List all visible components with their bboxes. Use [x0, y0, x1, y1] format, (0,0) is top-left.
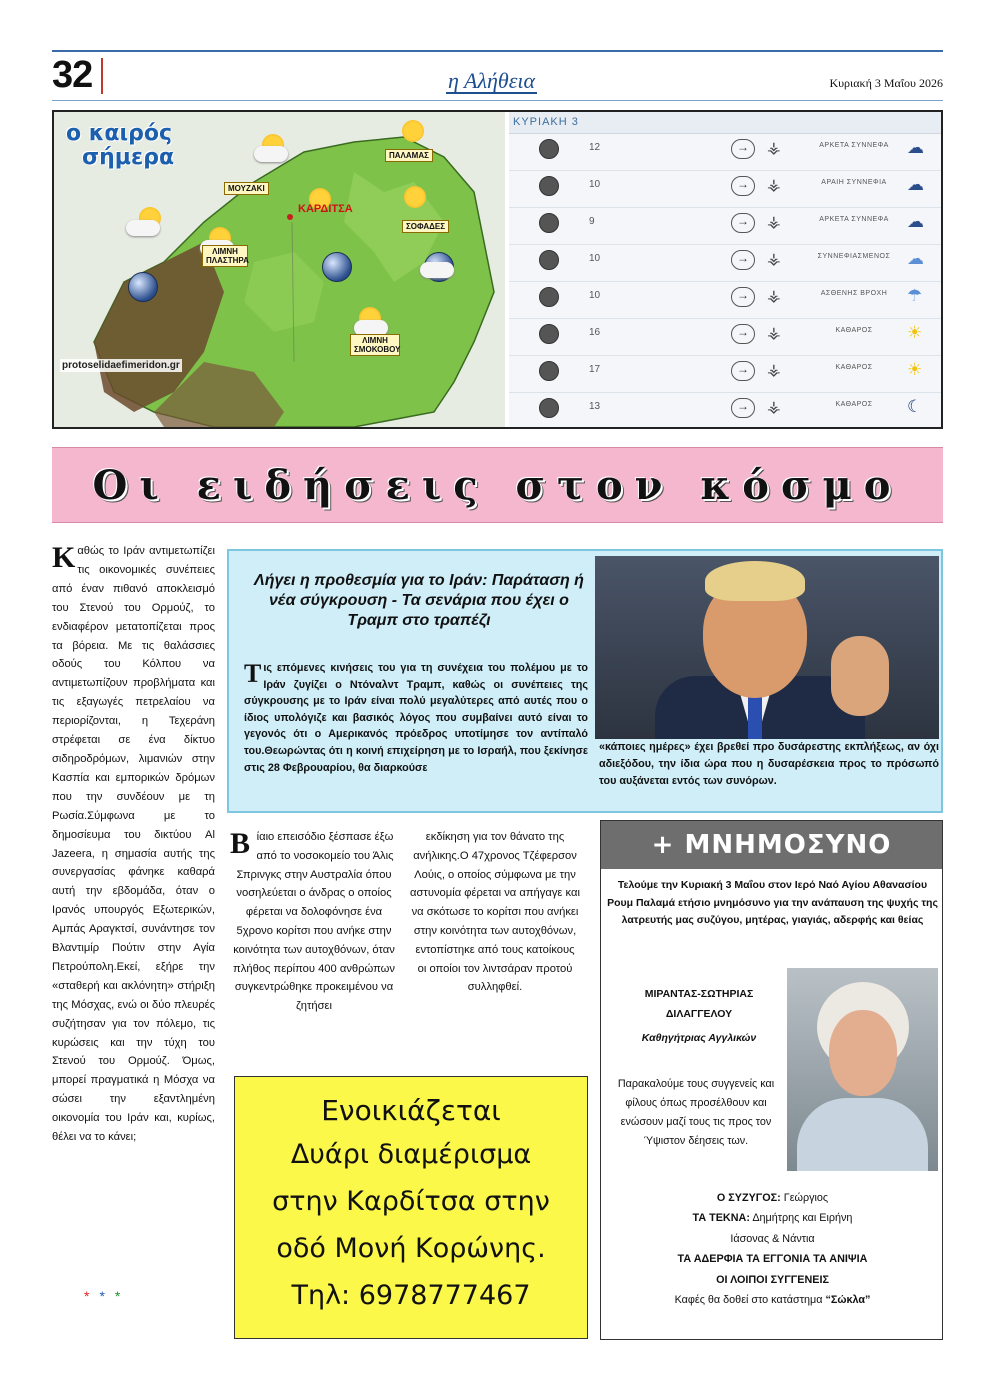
hourly-forecast	[509, 112, 941, 427]
clock-icon	[539, 139, 559, 159]
forecast-temp: 10	[589, 290, 601, 301]
wind-turbine-icon: ⚶	[767, 362, 781, 379]
left-article	[52, 542, 215, 1147]
forecast-desc: ΚΑΘΑΡΟΣ	[835, 327, 873, 334]
memorial-portrait	[787, 968, 938, 1171]
map-label-mouzaki: ΜΟΥΖΑΚΙ	[224, 182, 269, 195]
forecast-temp: 16	[589, 327, 601, 338]
clock-icon	[539, 287, 559, 307]
forecast-header	[509, 112, 941, 134]
wind-turbine-icon: ⚶	[767, 251, 781, 268]
page-number-divider	[101, 58, 103, 94]
ad-heading: Ενοικιάζεται	[321, 1094, 501, 1127]
header-bottom-rule	[52, 100, 943, 101]
wind-direction-icon: →	[731, 324, 755, 344]
forecast-row	[509, 134, 941, 171]
wind-direction-icon: →	[731, 213, 755, 233]
forecast-desc: ΚΑΘΑΡΟΣ	[835, 364, 873, 371]
wind-turbine-icon: ⚶	[767, 288, 781, 305]
moon-icon: ☾	[907, 397, 923, 416]
section-banner	[52, 447, 943, 523]
sun-icon	[404, 186, 426, 208]
rain-icon: ☂	[907, 286, 923, 305]
wind-turbine-icon: ⚶	[767, 214, 781, 231]
forecast-temp: 10	[589, 179, 601, 190]
forecast-row	[509, 356, 941, 393]
forecast-row	[509, 171, 941, 208]
weather-panel	[52, 110, 943, 429]
dropcap: Β	[230, 827, 251, 860]
sun-icon: ☀	[907, 323, 923, 342]
forecast-row	[509, 208, 941, 245]
wind-direction-icon: →	[731, 250, 755, 270]
clock-icon	[539, 398, 559, 418]
cloud-icon: ☁	[907, 249, 924, 268]
middle-article-col2: εκδίκηση για τον θάνατο της ανήλικης.Ο 47χρονος Τζέφερσον Λούις, ο οποίος σύμφωνα με την αστυνομία φέρεται να απήγαγε και να σκότωσε το κορίτσι που ανήκει στην κοινότητα των αυτοχθόνων, εντοπίστηκε από τους κατοίκους οι οποίοι τον λιντσάραν προτού συλληφθεί.	[410, 831, 580, 994]
dropcap: Τ	[244, 659, 262, 688]
forecast-desc: ΚΑΘΑΡΟΣ	[835, 401, 873, 408]
memorial-heading: + ΜΝΗΜΟΣΥΝΟ	[601, 821, 942, 869]
clock-icon	[539, 250, 559, 270]
night-cloud-icon: ☁	[907, 138, 924, 157]
forecast-row	[509, 319, 941, 356]
section-title: Οι ειδήσεις στον κόσμο	[92, 462, 903, 509]
cloud-icon	[126, 220, 160, 236]
wind-turbine-icon: ⚶	[767, 177, 781, 194]
forecast-temp: 13	[589, 401, 601, 412]
map-title: ο καιρός σήμερα	[66, 121, 175, 170]
rental-ad	[234, 1076, 588, 1339]
forecast-temp: 17	[589, 364, 601, 375]
dropcap: Κ	[52, 541, 76, 574]
memorial-name: ΜΙΡΑΝΤΑΣ-ΣΩΤΗΡΙΑΣ ΔΙΛΑΓΓΕΛΟΥ Καθηγήτριας Αγγλικών	[641, 988, 757, 1044]
map-label-plastira: ΛΙΜΝΗ ΠΛΑΣΤΗΡΑ	[202, 245, 248, 267]
weather-map	[54, 112, 505, 427]
clock-icon	[539, 324, 559, 344]
iran-article-continuation: «κάποιες ημέρες» έχει βρεθεί προ δυσάρεστης εκπλήξεως, αν όχι αδιεξόδου, την ίδια ώρα που η δυσαρέσκεια προς το πρόσωπό του αυξάνεται εντός των συνόρων.	[599, 741, 939, 787]
wind-turbine-icon: ⚶	[767, 325, 781, 342]
clock-icon	[539, 176, 559, 196]
memorial-family: Ο ΣΥΖΥΓΟΣ: Γεώργιος ΤΑ ΤΕΚΝΑ: Δημήτρης και Ειρήνη Ιάσονας & Νάντια ΤΑ ΑΔΕΡΦΙΑ ΤΑ ΕΓΓΟΝΙΑ ΤΑ ΑΝΙΨΙΑ ΟΙ ΛΟΙΠΟΙ ΣΥΓΓΕΝΕΙΣ Καφές θα δοθεί στο κατάστημα “Σώκλα”	[674, 1192, 871, 1307]
news-photo	[595, 556, 939, 739]
forecast-temp: 9	[589, 216, 595, 227]
memorial-intro: Τελούμε την Κυριακή 3 Μαΐου στον Ιερό Ναό Αγίου Αθανασίου Ρουμ Παλαμά ετήσιο μνημόσυνο για την ανάπαυση της ψυχής της λατρευτής μας συζύγου, μητέρας, γιαγιάς, αδερφής και θείας	[607, 879, 938, 926]
map-label-sofades: ΣΟΦΑΔΕΣ	[402, 220, 449, 233]
wind-direction-icon: →	[731, 361, 755, 381]
wind-turbine-icon: ⚶	[767, 140, 781, 157]
forecast-row	[509, 393, 941, 429]
ad-line: Δυάρι διαμέρισμα	[290, 1139, 532, 1170]
middle-article-col1: Βίαιο επεισόδιο ξέσπασε έξω από το νοσοκομείο του Άλις Σπρινγκς στην Αυστραλία όπου νοσηλεύεται ο άνδρας ο οποίος φέρεται να δολοφόνησε ένα 5χρονο κορίτσι που ανήκε στην κοινότητα των αυτοχθόνων, όταν πλήθος περίπου 400 ανθρώπων συγκεντρώθηκε προκειμένου να ζητήσει	[230, 827, 395, 1013]
watermark: protoselidaefimeridon.gr	[62, 360, 180, 371]
iran-headline: Λήγει η προθεσμία για το Ιράν: Παράταση ή νέα σύγκρουση - Τα σενάρια που έχει ο Τραμπ στο τραπέζι	[254, 572, 584, 629]
page-number: 32	[52, 54, 93, 96]
iran-article-text: Τις επόμενες κινήσεις του για τη συνέχεια του πολέμου με το Ιράν ζυγίζει ο Ντόναλντ Τραμπ, καθώς οι συνέπειες της σύγκρουσης με το Ιράν είναι πολύ μεγαλύτερες από αυτές που ο ίδιος υπολόγιζε και βασικός λόγος που συμβαίνει αυτό είναι το γεγονός ότι ο Αμερικανός πρόεδρος υποτίμησε τον αντίπαλό του.Θεωρώντας ότι η κοινή επιχείρηση με το Ισραήλ, που ξεκίνησε στις 28 Φεβρουαρίου, θα διαρκούσε	[244, 659, 588, 774]
wind-direction-icon: →	[731, 287, 755, 307]
clock-icon	[539, 213, 559, 233]
cloud-icon	[254, 146, 288, 162]
memorial-invitation: Παρακαλούμε τους συγγενείς και φίλους όπως προσέλθουν και ενώσουν μαζί τους τις προς τον Ύψιστον δέησεις των.	[617, 1078, 775, 1147]
map-label-palamas: ΠΑΛΑΜΑΣ	[385, 149, 433, 162]
forecast-day: ΚΥΡΙΑΚΗ 3	[513, 116, 579, 128]
forecast-desc: ΑΣΘΕΝΗΣ ΒΡΟΧΗ	[820, 290, 888, 297]
forecast-row	[509, 245, 941, 282]
night-cloud-icon: ☁	[907, 212, 924, 231]
moon-icon	[128, 272, 158, 302]
wind-direction-icon: →	[731, 139, 755, 159]
left-article-text: αθώς το Ιράν αντιμετωπίζει τις οικονομικές συνέπειες από έναν πιθανό αποκλεισμό του Στενού του Ορμούζ, το ενδιαφέρον μετατοπίζεται προς τα βόρεια. Με τις θαλάσσιες οδούς του Κόλπου να αντιμετωπίζουν προβλήματα και τις εξαγωγές πετρελαίου να περιορίζονται, η Τεχεράνη στρέφεται σε ένα δίκτυο σιδηροδρόμων, λιμανιών στην Κασπία και εμπορικών δρόμων που την συνδέουν με τη Ρωσία.Σύμφωνα με το δημοσίευμα του δικτύου Al Jazeera, η σημασία αυτής της συνεργασίας φάνηκε καθαρά αυτή την εβδομάδα, όταν ο Ιρανός υπουργός Εξωτερικών, Αμπάς Αραγκτσί, συνάντησε τον Βλαντιμίρ Πούτιν στην Αγία Πετρούπολη.Εκεί, εξήρε την «σταθερή και ακλόνητη» στήριξη της Μόσχας, ενώ οι δύο πλευρές συζήτησαν για τον πόλεμο, τις κυρώσεις και την τύχη του Στενού του Ορμούζ. Όμως, μπορεί πραγματικά η Μόσχα να σώσει την εξαντλημένη οικονομία του Ιράν και, κυρίως, θέλει να το κάνει;	[52, 545, 215, 1144]
ad-phone: Τηλ: 6978777467	[291, 1280, 531, 1311]
forecast-temp: 12	[589, 142, 601, 153]
wind-direction-icon: →	[731, 176, 755, 196]
memorial-notice	[600, 820, 943, 1340]
iran-feature-box	[227, 549, 943, 813]
forecast-row	[509, 282, 941, 319]
masthead: η Αλήθεια	[448, 68, 536, 93]
night-cloud-icon: ☁	[907, 175, 924, 194]
ad-line: οδό Μονή Κορώνης.	[276, 1233, 546, 1264]
wind-direction-icon: →	[731, 398, 755, 418]
forecast-temp: 10	[589, 253, 601, 264]
map-label-karditsa: ΚΑΡΔΙΤΣΑ	[298, 203, 353, 215]
separator-stars: ***	[84, 1288, 131, 1304]
sun-icon: ☀	[907, 360, 923, 379]
forecast-desc: ΑΡΚΕΤΑ ΣΥΝΝΕΦΑ	[819, 216, 889, 223]
issue-date: Κυριακή 3 Μαΐου 2026	[829, 76, 943, 90]
forecast-desc: ΣΥΝΝΕΦΙΑΣΜΕΝΟΣ	[817, 253, 891, 260]
sun-icon	[402, 120, 424, 142]
map-label-smokovo: ΛΙΜΝΗ ΣΜΟΚΟΒΟΥ	[350, 334, 400, 356]
header-top-rule	[52, 50, 943, 52]
cloud-icon	[420, 262, 454, 278]
moon-icon	[322, 252, 352, 282]
forecast-desc: ΑΡΑΙΗ ΣΥΝΝΕΦΙΑ	[821, 179, 887, 186]
clock-icon	[539, 361, 559, 381]
ad-line: στην Καρδίτσα στην	[272, 1186, 550, 1217]
forecast-desc: ΑΡΚΕΤΑ ΣΥΝΝΕΦΑ	[819, 142, 889, 149]
wind-turbine-icon: ⚶	[767, 399, 781, 416]
